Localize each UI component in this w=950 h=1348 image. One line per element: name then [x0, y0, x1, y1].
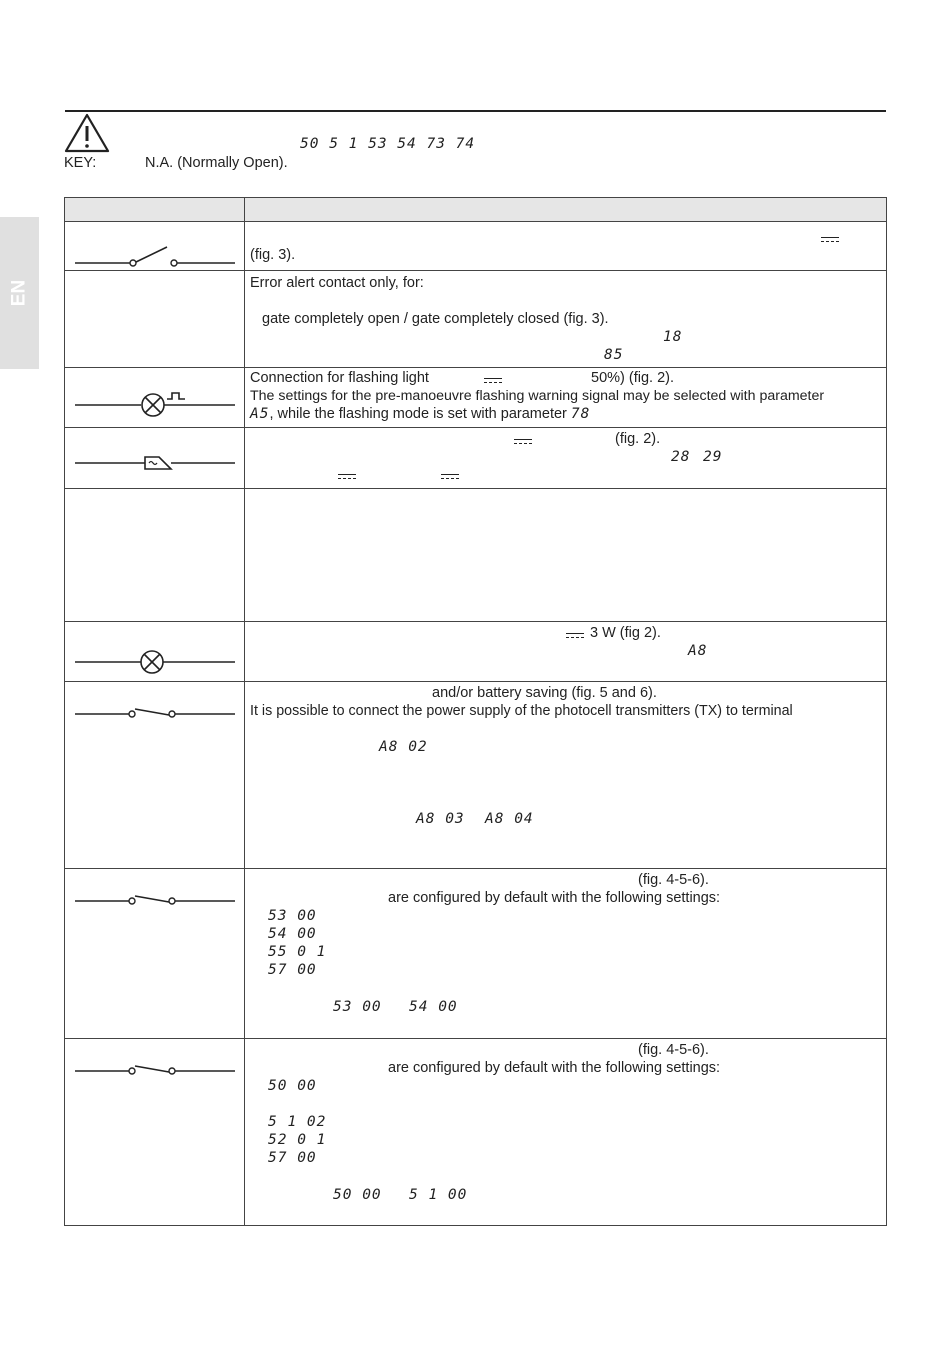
courtesy-light-symbol [65, 428, 245, 489]
description-cell [245, 368, 887, 428]
row7-code-2: A8 03 [416, 811, 465, 827]
row9-text-2: are configured by default with the following settings: [388, 1060, 721, 1076]
table-row [65, 271, 887, 368]
symbol-cell [65, 428, 245, 489]
table-row [65, 428, 887, 489]
top-rule [65, 110, 886, 112]
row8-code: 54 00 [268, 926, 317, 942]
lamp-symbol [65, 622, 245, 682]
table-header-row [65, 198, 887, 222]
row9-foot-code-2: 5 1 00 [409, 1187, 468, 1203]
description-cell [245, 222, 887, 271]
row7-code-3: A8 04 [485, 811, 534, 827]
nc-contact-symbol [65, 1039, 245, 1089]
row4-text-1: (fig. 2). [615, 431, 661, 447]
symbol-cell [65, 489, 245, 622]
description-cell [245, 1039, 887, 1226]
row8-code: 55 0 1 [268, 944, 327, 960]
header-cell-symbol [65, 198, 245, 222]
table-row [65, 489, 887, 622]
warning-codes: 50 5 1 53 54 73 74 [300, 136, 476, 152]
row3-text-3: , while the flashing mode is set with parameter [269, 406, 567, 422]
row3-text-2: The settings for the pre-manoeuvre flashing warning signal may be selected with parameter [250, 388, 825, 404]
warning-icon [64, 113, 110, 153]
table-row [65, 869, 887, 1039]
header-cell-description [245, 198, 887, 222]
key-label: KEY: [64, 155, 97, 171]
symbol-cell [65, 222, 245, 271]
row2-code-1: 18 [663, 329, 683, 345]
row2-text-2: gate completely open / gate completely closed (fig. 3). [262, 311, 609, 327]
key-text: N.A. (Normally Open). [145, 155, 288, 171]
symbol-cell [65, 682, 245, 869]
symbol-cell [65, 869, 245, 1039]
row9-code: 50 00 [268, 1078, 317, 1094]
row7-text-2: It is possible to connect the power supply of the photocell transmitters (TX) to terminal [250, 703, 793, 719]
row9-code: 5 1 02 [268, 1114, 327, 1130]
dc-symbol [441, 474, 459, 480]
row8-foot-code-2: 54 00 [409, 999, 458, 1015]
row3-code-2: 78 [570, 406, 591, 422]
dc-symbol [514, 439, 532, 445]
row7-text-1: and/or battery saving (fig. 5 and 6). [432, 685, 657, 701]
row8-code: 57 00 [268, 962, 317, 978]
row3-text-1a: Connection for flashing light [250, 370, 429, 386]
row7-code-1: A8 02 [379, 739, 428, 755]
description-cell [245, 682, 887, 869]
row8-text-1: (fig. 4-5-6). [638, 872, 709, 888]
nc-contact-symbol [65, 869, 245, 919]
row4-code-2: 29 [703, 449, 723, 465]
description-cell [245, 869, 887, 1039]
row1-text: (fig. 3). [250, 247, 296, 263]
row8-text-2: are configured by default with the following settings: [388, 890, 721, 906]
symbol-cell [65, 271, 245, 368]
row9-code: 52 0 1 [268, 1132, 327, 1148]
description-cell [245, 622, 887, 682]
table-row [65, 368, 887, 428]
table-row [65, 682, 887, 869]
row9-text-1: (fig. 4-5-6). [638, 1042, 709, 1058]
terminal-table [64, 197, 887, 1226]
row8-code: 53 00 [268, 908, 317, 924]
table-row [65, 622, 887, 682]
row9-code: 57 00 [268, 1150, 317, 1166]
row2-code-2: 85 [604, 347, 624, 363]
symbol-cell [65, 368, 245, 428]
dc-symbol [338, 474, 356, 480]
row4-code-1: 28 [671, 449, 691, 465]
table-row [65, 1039, 887, 1226]
dc-symbol [566, 633, 584, 639]
row9-foot-code-1: 50 00 [333, 1187, 382, 1203]
row2-text-1: Error alert contact only, for: [250, 275, 424, 291]
description-cell [245, 428, 887, 489]
row3-text-1b: 50%) (fig. 2). [591, 370, 674, 386]
description-cell [245, 489, 887, 622]
description-cell [245, 271, 887, 368]
row6-text-1: 3 W (fig 2). [590, 625, 661, 641]
symbol-cell [65, 622, 245, 682]
row6-code-1: A8 [688, 643, 708, 659]
flashing-lamp-symbol [65, 368, 245, 428]
nc-contact-symbol [65, 682, 245, 742]
language-tab-label: EN [8, 279, 30, 307]
row3-code-1: A5 [250, 406, 270, 422]
row8-foot-code-1: 53 00 [333, 999, 382, 1015]
symbol-cell [65, 1039, 245, 1226]
no-contact-symbol [65, 222, 245, 271]
dc-symbol [821, 237, 839, 243]
table-row [65, 222, 887, 271]
dc-symbol [484, 378, 502, 384]
